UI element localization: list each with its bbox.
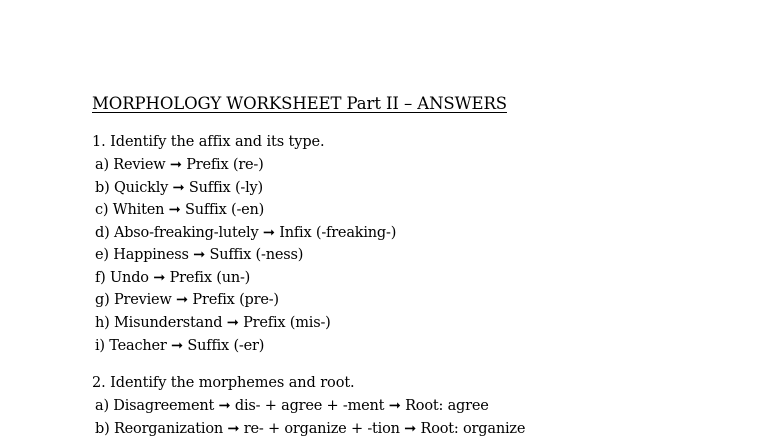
section-1-heading: 1. Identify the affix and its type. <box>92 134 325 150</box>
section-2-item-b: b) Reorganization ➞ re- + organize + -tion ➞ Root: organize <box>95 421 526 437</box>
section-1-item-c: c) Whiten ➞ Suffix (-en) <box>95 202 265 218</box>
section-1-item-i: i) Teacher ➞ Suffix (-er) <box>95 338 265 354</box>
section-2-heading: 2. Identify the morphemes and root. <box>92 375 355 391</box>
section-2-item-a: a) Disagreement ➞ dis- + agree + -ment ➞ Root: agree <box>95 398 489 414</box>
section-1-item-f: f) Undo ➞ Prefix (un-) <box>95 270 251 286</box>
worksheet-title: MORPHOLOGY WORKSHEET Part II – ANSWERS <box>92 94 507 113</box>
section-1-item-e: e) Happiness ➞ Suffix (-ness) <box>95 247 304 263</box>
section-1-item-d: d) Abso-freaking-lutely ➞ Infix (-freaking-) <box>95 225 397 241</box>
section-1-item-g: g) Preview ➞ Prefix (pre-) <box>95 292 279 308</box>
section-1-item-b: b) Quickly ➞ Suffix (-ly) <box>95 180 263 196</box>
section-1-item-h: h) Misunderstand ➞ Prefix (mis-) <box>95 315 331 331</box>
section-1-item-a: a) Review ➞ Prefix (re-) <box>95 157 264 173</box>
